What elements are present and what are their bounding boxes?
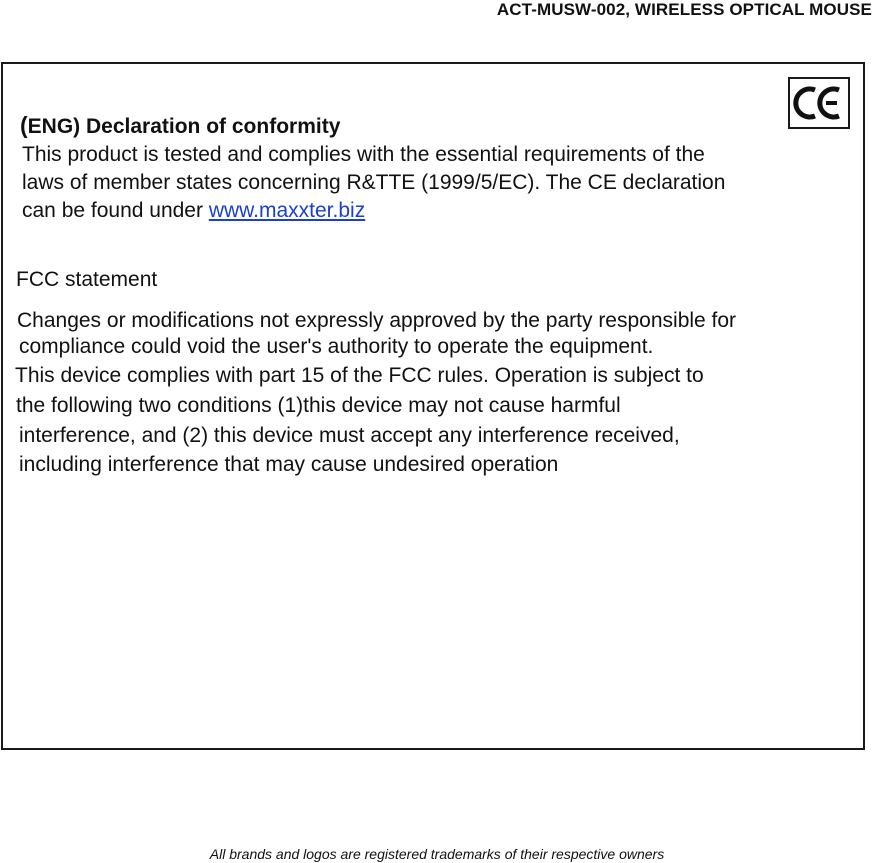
fcc-line-5: interference, and (2) this device must accept any interference received, — [19, 424, 680, 447]
fcc-line-1: Changes or modifications not expressly approved by the party responsible for — [17, 309, 737, 332]
fcc-line-6: including interference that may cause undesired operation — [19, 453, 559, 476]
ce-mark-icon — [788, 77, 850, 129]
ce-heading-text: ENG) Declaration of conformity — [27, 115, 341, 138]
document-title: ACT-MUSW-002, WIRELESS OPTICAL MOUSE — [496, 0, 872, 19]
fcc-statement-heading: FCC statement — [16, 268, 158, 291]
ce-declaration-line-2: laws of member states concerning R&TTE (1999/5/EC). The CE declaration — [22, 171, 726, 194]
maxxter-website-link[interactable]: www.maxxter.biz — [208, 199, 366, 222]
trademark-footer-note: All brands and logos are registered trademarks of their respective owners — [209, 846, 665, 862]
ce-declaration-line-3-prefix: can be found under — [22, 199, 209, 222]
ce-declaration-heading — [20, 112, 340, 139]
fcc-line-3: This device complies with part 15 of the FCC rules. Operation is subject to — [15, 364, 704, 387]
ce-declaration-line-3 — [22, 197, 365, 225]
ce-heading-paren: ( — [20, 112, 28, 138]
ce-mark-glyph-icon — [793, 82, 845, 124]
fcc-line-2: compliance could void the user's authority to operate the equipment. — [19, 335, 654, 358]
fcc-line-4: the following two conditions (1)this device may not cause harmful — [16, 394, 621, 417]
ce-declaration-line-1: This product is tested and complies with the essential requirements of the — [22, 143, 705, 166]
